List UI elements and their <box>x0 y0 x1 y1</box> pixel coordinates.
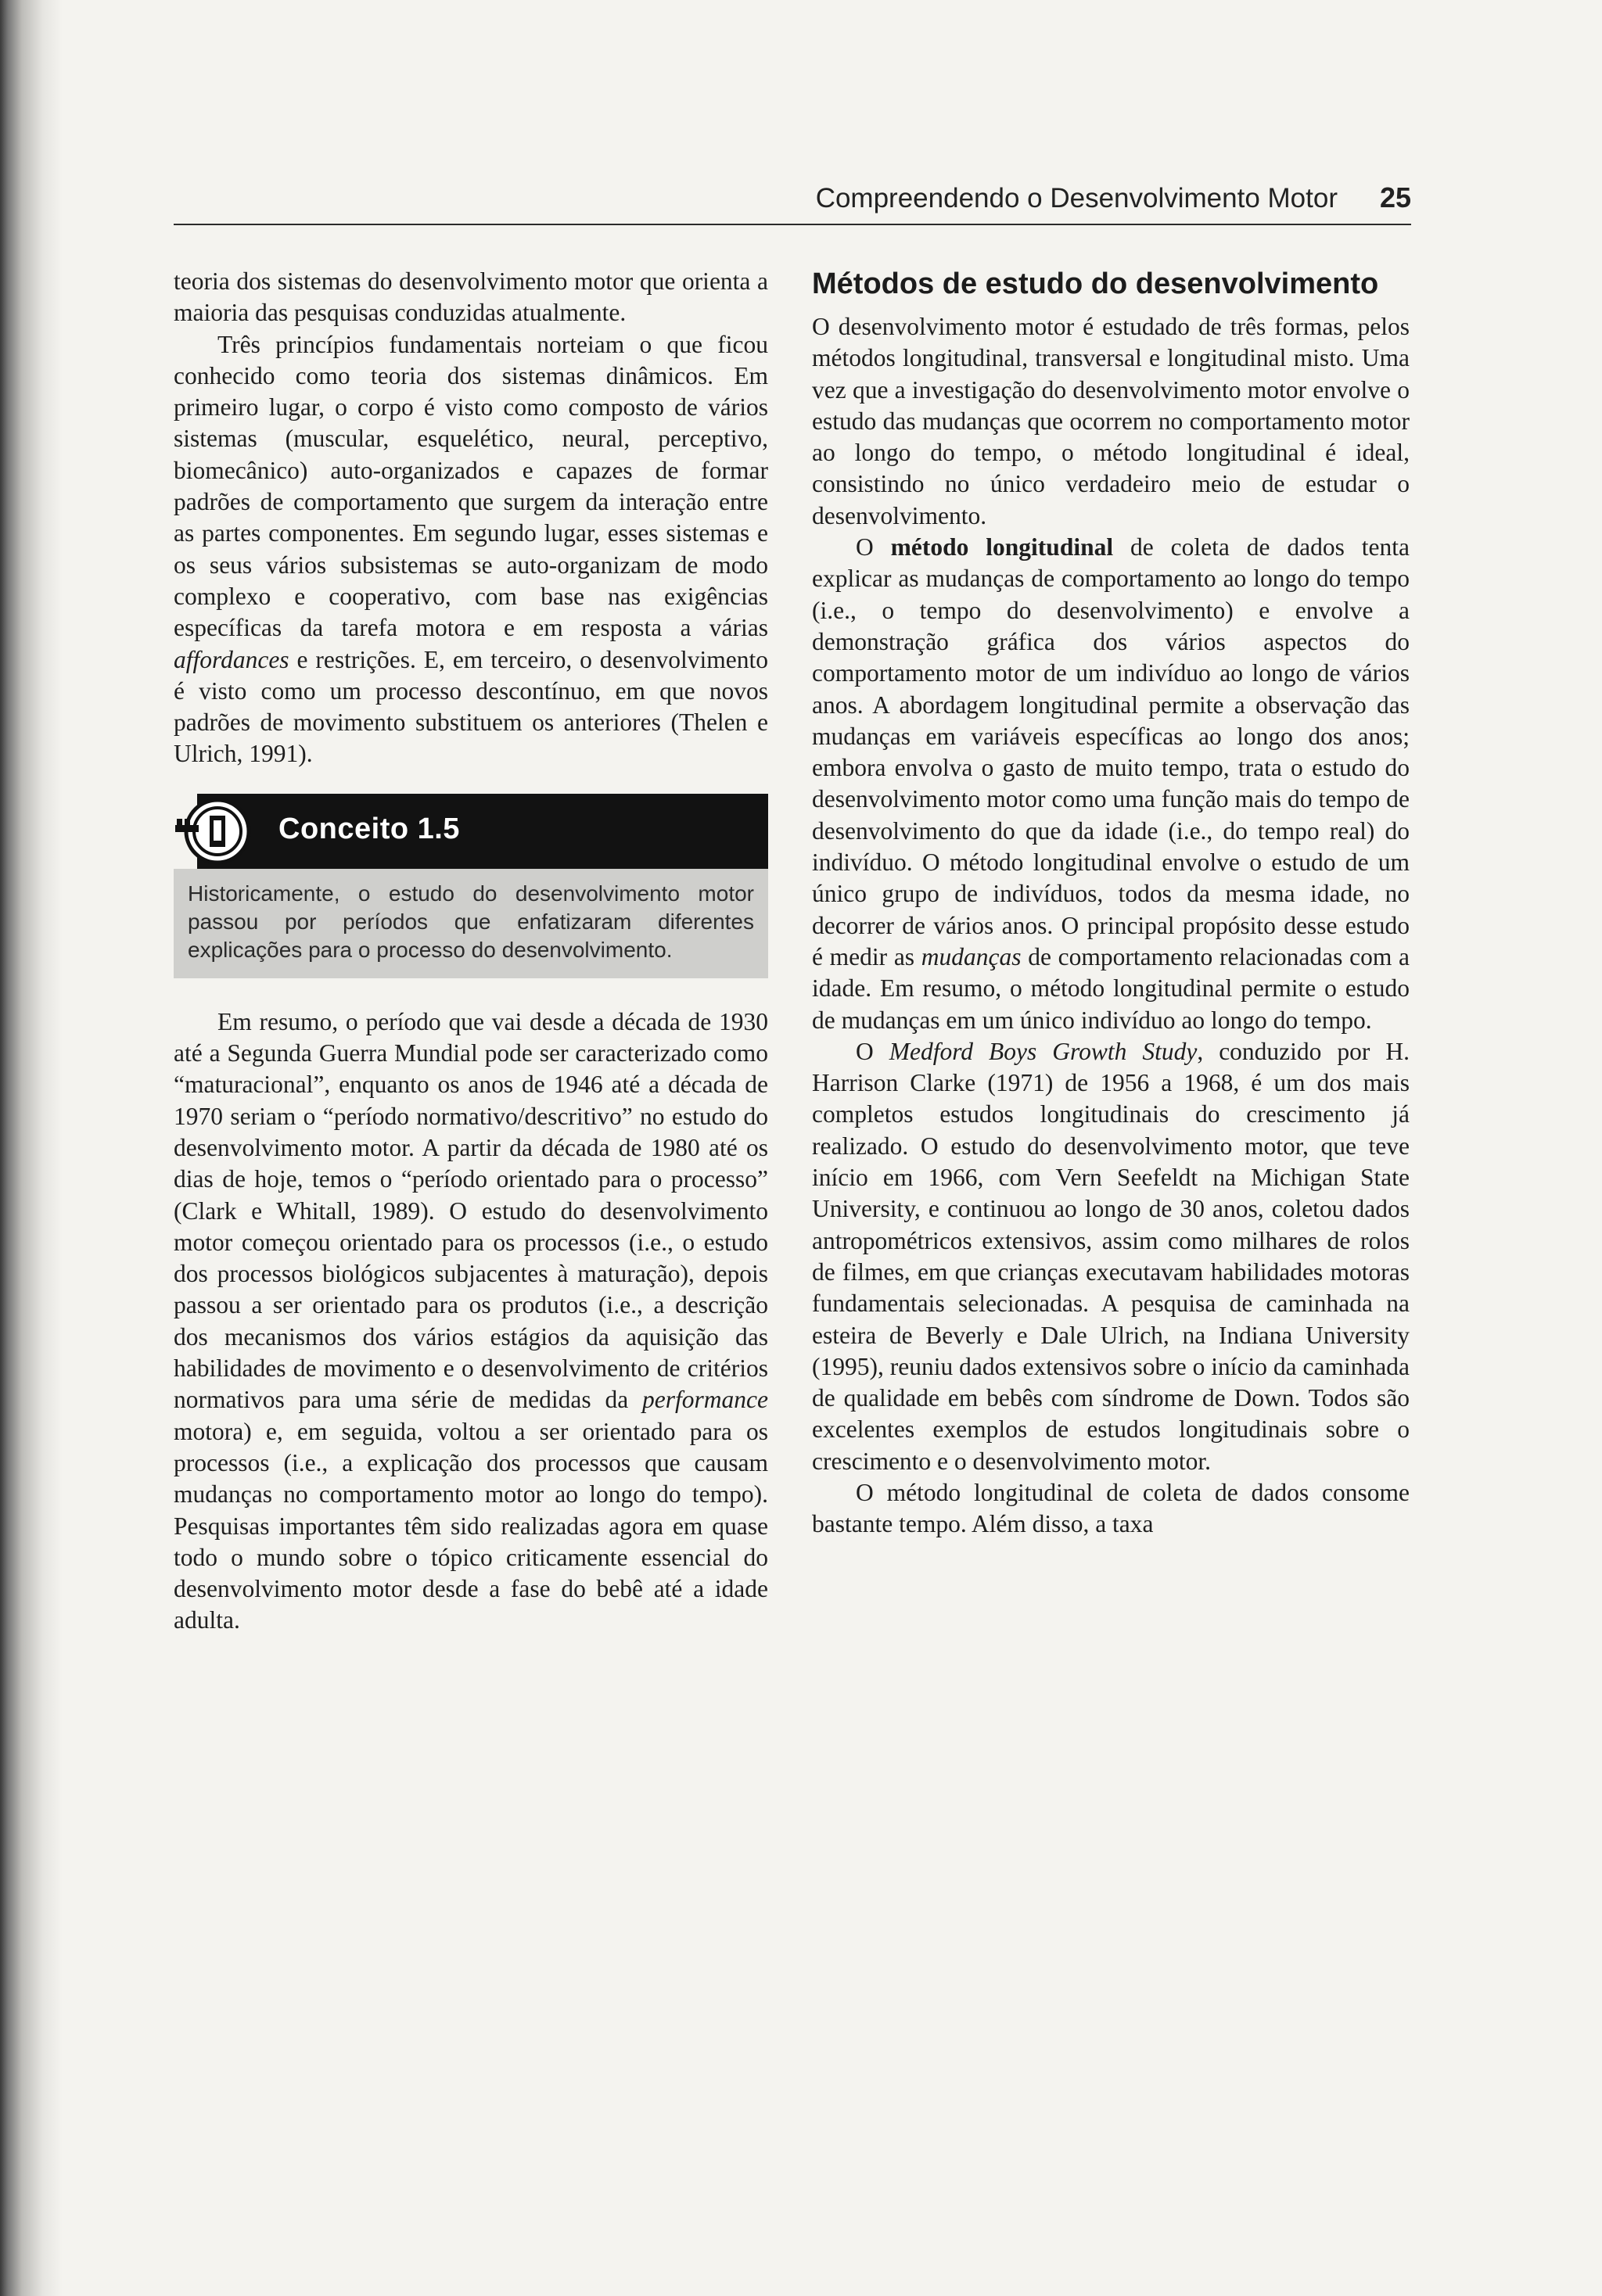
concept-text: Historicamente, o estudo do desenvolvimento motor passou por períodos que enfatizaram diferentes explicações para o processo do desenvolvimento. <box>174 869 768 978</box>
text-run: O <box>856 533 891 561</box>
page-number: 25 <box>1379 181 1411 213</box>
italic-term: performance <box>642 1386 768 1414</box>
text-run: , conduzido por H. Harrison Clarke (1971) de 1956 a 1968, é um dos mais completos estudos longitudinais do crescimento já realizado. O estudo do desenvolvimento motor, que teve início em 1966, com Vern Seefeldt na Michigan State University, e continuou ao longo de 30 anos, coletou dados antropométricos extensivos, assim como milhares de rolos de filmes, em que crianças executavam habilidades motoras fundamentais selecionadas. A pesquisa de caminhada na esteira de Beverly e Dale Ulrich, na Indiana University (1995), reuniu dados extensivos sobre o início da caminhada de qualidade em bebês com síndrome de Down. Todos são excelentes exemplos de estudos longitudinais sobre o crescimento e o desenvolvimento motor. <box>812 1037 1410 1475</box>
section-title: Métodos de estudo do desenvolvimento <box>812 267 1379 300</box>
concept-box <box>174 794 768 978</box>
left-column <box>174 266 768 1637</box>
bold-term: método longitudinal <box>890 533 1114 561</box>
text-run: e restrições. E, em terceiro, o desenvolvimento é visto como um processo descontínuo, em que novos padrões de movimento substituem os anteriores (Thelen e Ulrich, 1991). <box>174 645 768 768</box>
paragraph <box>812 1036 1410 1477</box>
italic-term: affordances <box>174 645 289 673</box>
text-run: de coleta de dados tenta explicar as mudanças de comportamento ao longo do tempo (i.e., o tempo do desenvolvimento) e envolve a demonstração gráfica dos vários aspectos do comportamento motor de um indivíduo ao longo de vários anos. A abordagem longitudinal permite a observação das mudanças em variáveis específicas ao longo dos anos; embora envolva o gasto de muito tempo, trata o estudo do desenvolvimento motor como uma função mais do tempo de desenvolvimento do que da idade (i.e., do tempo real) do indivíduo. O método longitudinal envolve o estudo de um único grupo de indivíduos, todos da mesma idade, no decorrer de vários anos. O principal propósito desse estudo é medir as <box>812 533 1410 970</box>
text-run: O <box>856 1037 889 1065</box>
concept-label: Conceito 1.5 <box>278 812 460 845</box>
text-run: de comportamento relacionadas com a idade. Em resumo, o método longitudinal permite o estudo de mudanças em um único indivíduo ao longo do tempo. <box>812 942 1410 1034</box>
text-run: motora) e, em seguida, voltou a ser orientado para os processos (i.e., a explicação dos processos que causam mudanças no comportamento motor ao longo do tempo). Pesquisas importantes têm sido realizadas agora em quase todo o mundo sobre o tópico criticamente essencial do desenvolvimento motor desde a fase do bebê até a idade adulta. <box>174 1417 768 1634</box>
concept-header <box>197 794 768 869</box>
paragraph: O método longitudinal de coleta de dados consome bastante tempo. Além disso, a taxa <box>812 1478 1410 1538</box>
italic-term: mudanças <box>921 942 1022 970</box>
paragraph <box>812 532 1410 1036</box>
key-icon <box>174 795 252 867</box>
right-column <box>812 266 1410 1541</box>
paragraph: teoria dos sistemas do desenvolvimento motor que orienta a maioria das pesquisas conduzidas atualmente. <box>174 267 768 327</box>
paragraph <box>174 1006 768 1637</box>
italic-term: Medford Boys Growth Study <box>889 1037 1198 1065</box>
text-run: Três princípios fundamentais norteiam o que ficou conhecido como teoria dos sistemas dinâmicos. Em primeiro lugar, o corpo é visto como composto de vários sistemas (muscular, esquelético, neural, perceptivo, biomecânico) auto-organizados e capazes de formar padrões de comportamento que surgem da interação entre as partes componentes. Em segundo lugar, esses sistemas e os seus vários subsistemas se auto-organizam de modo complexo e cooperativo, com base nas exigências específicas da tarefa motora e em resposta a várias <box>174 330 768 642</box>
running-header <box>174 177 1411 225</box>
paragraph: O desenvolvimento motor é estudado de três formas, pelos métodos longitudinal, transversal e longitudinal misto. Uma vez que a investigação do desenvolvimento motor envolve o estudo das mudanças que ocorrem no comportamento motor ao longo do tempo, o método longitudinal é ideal, consistindo no único verdadeiro meio de estudar o desenvolvimento. <box>812 313 1410 529</box>
text-run: Em resumo, o período que vai desde a década de 1930 até a Segunda Guerra Mundial pode ser caracterizado como “maturacional”, enquanto os anos de 1946 até a década de 1970 seriam o “período normativo/descritivo” no estudo do desenvolvimento motor. A partir da década de 1980 até os dias de hoje, temos o “período orientado para o processo” (Clark e Whitall, 1989). O estudo do desenvolvimento motor começou orientado para os processos (i.e., o estudo dos processos biológicos subjacentes à maturação), depois passou a ser orientado para os produtos (i.e., a descrição dos mecanismos dos vários estágios da aquisição das habilidades de movimento e o desenvolvimento de critérios normativos para uma série de medidas da <box>174 1007 768 1414</box>
binding-shadow <box>0 0 63 2296</box>
paragraph <box>174 329 768 770</box>
running-title: Compreendendo o Desenvolvimento Motor <box>815 183 1338 213</box>
